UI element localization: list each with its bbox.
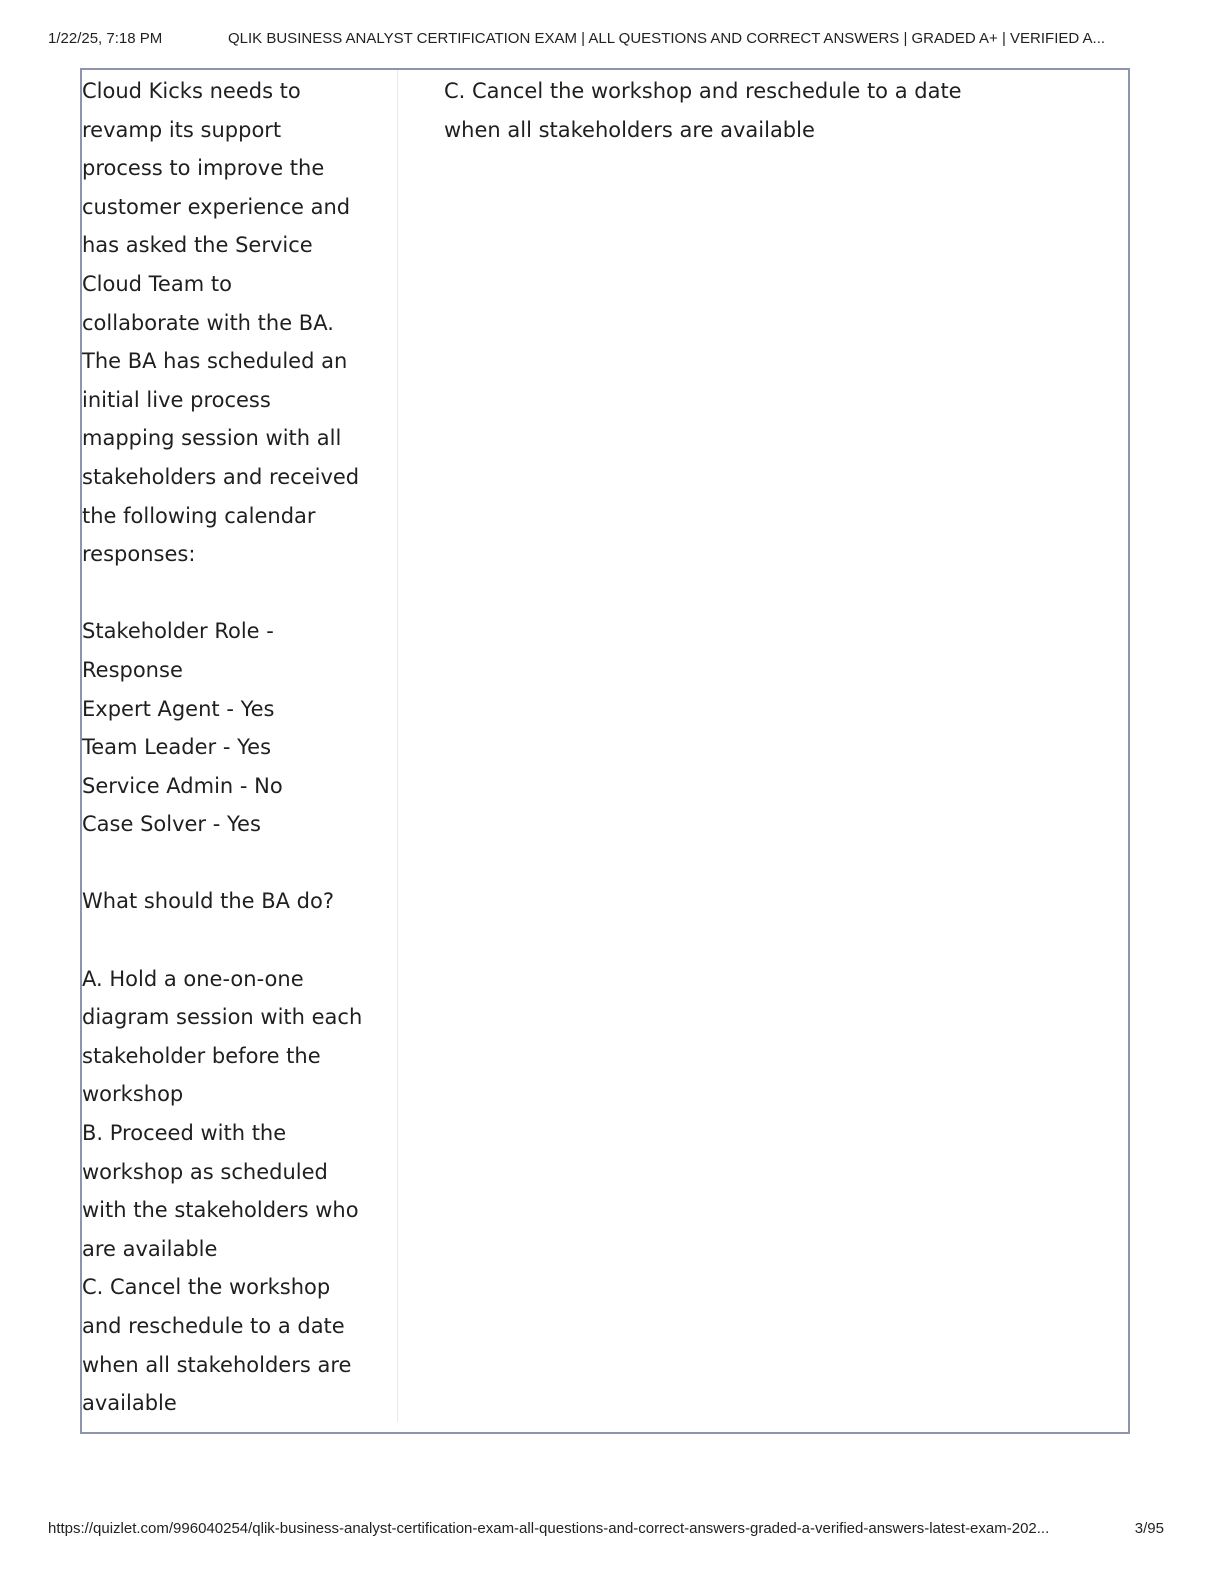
document-title: QLIK BUSINESS ANALYST CERTIFICATION EXAM | ALL QUESTIONS AND CORRECT ANSWERS | GRADED A+ | VERIFIED A... [228,30,1106,47]
page-number: 3/95 [1134,1520,1164,1537]
print-header [48,30,1164,50]
print-footer [48,1520,1164,1540]
definition-text: C. Cancel the workshop and reschedule to a date when all stakeholders are available [444,79,962,142]
flashcard [80,68,1130,1434]
page-url: https://quizlet.com/996040254/qlik-business-analyst-certification-exam-all-questions-and-correct-answers-graded-a-verified-answers-latest-exam-202... [48,1520,1050,1537]
term-column [82,70,398,1422]
term-text: Cloud Kicks needs to revamp its support process to improve the customer experience and has asked the Service Cloud Team to collaborate with the BA. The BA has scheduled an initial live process mapping session with all stakeholders and received the following calendar responses: Stakeholder Role - Response Expert Agent - Yes Team Leader - Yes Service Admin - No Case Solver - Yes What should the BA do? A. Hold a one-on-one diagram session with each stakeholder before the workshop B. Proceed with the workshop as scheduled with the stakeholders who are available C. Cancel the workshop and reschedule to a date when all stakeholders are available [82,79,363,1416]
print-datetime: 1/22/25, 7:18 PM [48,30,163,47]
definition-column [398,70,1128,1422]
